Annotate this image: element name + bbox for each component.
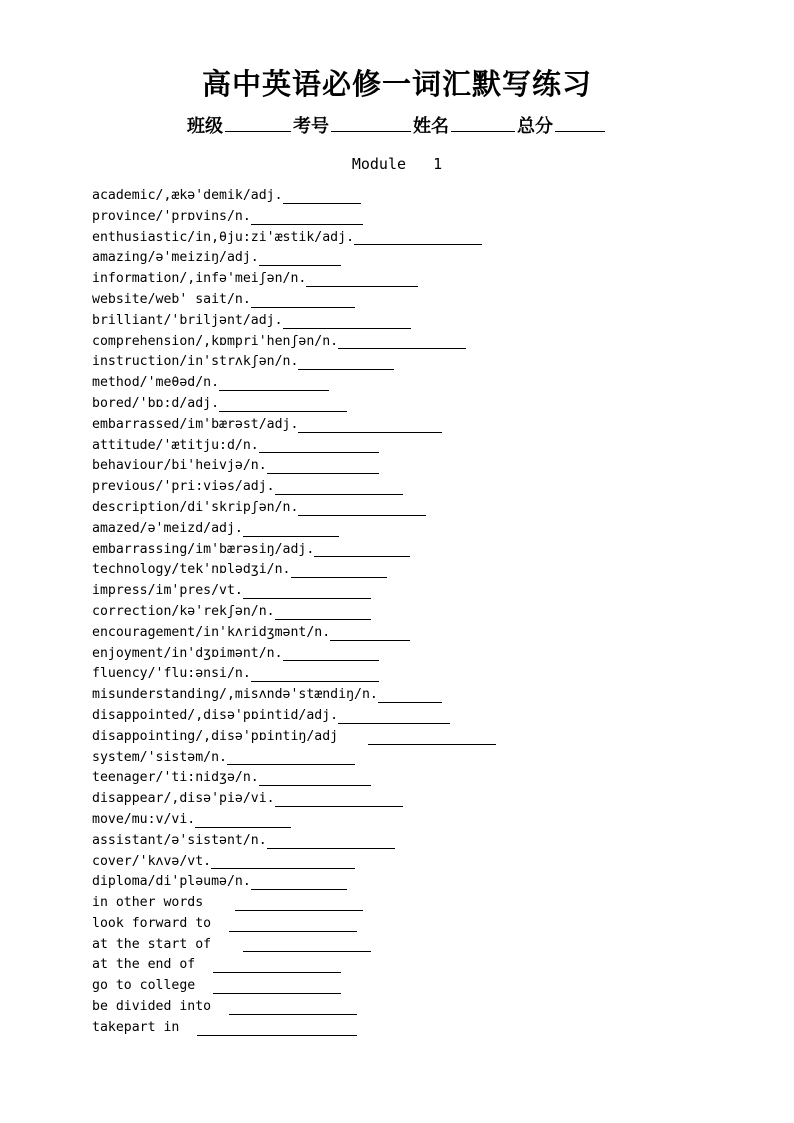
vocab-item	[92, 955, 752, 976]
vocab-term: comprehension/,kɒmpri'henʃən/n.	[92, 333, 339, 349]
vocab-item	[92, 872, 752, 893]
vocab-term: description/di'skripʃən/n.	[92, 499, 299, 515]
vocab-term: previous/'pri:viəs/adj.	[92, 479, 275, 495]
answer-blank[interactable]	[267, 833, 395, 849]
vocab-term: website/web' sait/n.	[92, 291, 251, 307]
vocab-item	[92, 644, 752, 665]
vocab-item	[92, 602, 752, 623]
answer-blank[interactable]	[314, 541, 410, 557]
vocab-item	[92, 477, 752, 498]
vocab-item	[92, 727, 752, 748]
vocab-item	[92, 810, 752, 831]
answer-blank[interactable]	[275, 791, 403, 807]
vocab-item	[92, 415, 752, 436]
vocab-item	[92, 540, 752, 561]
vocab-term: amazing/ə'meiziŋ/adj.	[92, 250, 259, 266]
answer-blank[interactable]	[378, 687, 442, 703]
answer-blank[interactable]	[195, 812, 291, 828]
exam-number-blank[interactable]	[331, 115, 411, 132]
vocab-term: province/'prɒvins/n.	[92, 208, 251, 224]
vocab-item	[92, 269, 752, 290]
vocab-item	[92, 581, 752, 602]
answer-blank[interactable]	[283, 645, 379, 661]
answer-blank[interactable]	[298, 417, 442, 433]
vocab-item	[92, 498, 752, 519]
vocab-term: misunderstanding/,misʌndə'stændiŋ/n.	[92, 687, 378, 703]
vocab-term: enjoyment/in'dʒɒimənt/n.	[92, 645, 283, 661]
vocab-item	[92, 373, 752, 394]
vocab-term: cover/'kʌvə/vt.	[92, 853, 212, 869]
answer-blank[interactable]	[368, 729, 496, 745]
vocab-term: look forward to	[92, 915, 212, 931]
answer-blank[interactable]	[338, 708, 450, 724]
vocab-term: go to college	[92, 978, 196, 994]
vocab-term: in other words	[92, 895, 204, 911]
vocab-term: amazed/ə'meizd/adj.	[92, 520, 243, 536]
vocab-term: academic/,ækə'demik/adj.	[92, 188, 283, 203]
answer-blank[interactable]	[306, 271, 418, 287]
answer-blank[interactable]	[283, 313, 411, 329]
vocab-term: disappointing/,disə'pɒintiŋ/adj	[92, 728, 339, 744]
answer-blank[interactable]	[330, 625, 410, 641]
vocab-term: technology/tek'nɒlədʒi/n.	[92, 562, 291, 578]
vocab-term: assistant/ə'sistənt/n.	[92, 832, 267, 848]
vocab-term: be divided into	[92, 999, 212, 1015]
vocab-term: at the end of	[92, 957, 196, 973]
vocab-term: behaviour/bi'heivjə/n.	[92, 458, 267, 474]
vocab-term: fluency/'flu:ənsi/n.	[92, 666, 251, 682]
answer-blank[interactable]	[291, 562, 387, 578]
vocab-item	[92, 914, 752, 935]
vocab-term: brilliant/'briljənt/adj.	[92, 312, 283, 328]
answer-blank[interactable]	[243, 521, 339, 537]
vocab-term: attitude/'ætitju:d/n.	[92, 437, 259, 453]
vocab-item	[92, 685, 752, 706]
class-blank[interactable]	[225, 115, 291, 132]
answer-blank[interactable]	[259, 250, 341, 266]
vocab-term: move/mu:v/vi.	[92, 811, 196, 827]
vocab-item	[92, 248, 752, 269]
vocab-term: method/'meθəd/n.	[92, 375, 220, 391]
vocab-item	[92, 1018, 752, 1039]
vocab-item	[92, 768, 752, 789]
vocab-term: encouragement/in'kʌridʒmənt/n.	[92, 624, 331, 640]
score-blank[interactable]	[555, 115, 605, 132]
vocab-term: at the start of	[92, 936, 212, 952]
vocab-term: takepart in	[92, 1019, 180, 1035]
vocab-term: diploma/di'pləumə/n.	[92, 874, 251, 890]
answer-blank[interactable]	[197, 1020, 357, 1036]
vocab-item	[92, 436, 752, 457]
vocab-term: bored/'bɒ:d/adj.	[92, 395, 220, 411]
vocab-item	[92, 997, 752, 1018]
exam-number-label: 考号	[293, 116, 329, 137]
answer-blank[interactable]	[298, 354, 394, 370]
answer-blank[interactable]	[338, 333, 466, 349]
vocab-item	[92, 352, 752, 373]
answer-blank[interactable]	[219, 375, 329, 391]
answer-blank[interactable]	[259, 770, 371, 786]
page-title: 高中英语必修一词汇默写练习	[201, 67, 592, 101]
answer-blank[interactable]	[354, 229, 482, 245]
vocab-item	[92, 332, 752, 353]
vocab-term: information/,infə'meiʃən/n.	[92, 271, 307, 287]
answer-blank[interactable]	[283, 188, 361, 204]
answer-blank[interactable]	[275, 479, 403, 495]
answer-blank[interactable]	[243, 583, 371, 599]
vocab-item	[92, 852, 752, 873]
answer-blank[interactable]	[251, 209, 363, 225]
vocab-item	[92, 456, 752, 477]
answer-blank[interactable]	[259, 437, 379, 453]
vocab-item	[92, 789, 752, 810]
vocab-item	[92, 623, 752, 644]
score-label: 总分	[517, 116, 553, 137]
answer-blank[interactable]	[235, 895, 363, 911]
answer-blank[interactable]	[213, 957, 341, 973]
answer-blank[interactable]	[251, 292, 355, 308]
name-label: 姓名	[413, 116, 449, 137]
answer-blank[interactable]	[229, 999, 357, 1015]
module-heading: Module 1	[351, 155, 443, 173]
vocab-term: instruction/in'strʌkʃən/n.	[92, 354, 299, 370]
vocab-item	[92, 560, 752, 581]
student-info-row	[0, 112, 794, 138]
vocab-item	[92, 207, 752, 228]
vocab-item	[92, 935, 752, 956]
answer-blank[interactable]	[229, 916, 357, 932]
name-blank[interactable]	[451, 115, 515, 132]
answer-blank[interactable]	[251, 874, 347, 890]
vocab-item	[92, 311, 752, 332]
answer-blank[interactable]	[251, 666, 379, 682]
vocab-item	[92, 831, 752, 852]
vocab-term: enthusiastic/in,θju:zi'æstik/adj.	[92, 229, 355, 245]
vocab-item	[92, 186, 752, 207]
answer-blank[interactable]	[275, 604, 371, 620]
vocab-term: embarrassing/im'bærəsiŋ/adj.	[92, 541, 315, 557]
answer-blank[interactable]	[213, 978, 341, 994]
answer-blank[interactable]	[243, 936, 371, 952]
vocab-term: disappointed/,disə'pɒintid/adj.	[92, 707, 339, 723]
vocab-term: impress/im'pres/vt.	[92, 583, 243, 599]
vocab-item	[92, 394, 752, 415]
answer-blank[interactable]	[227, 749, 355, 765]
vocab-item	[92, 290, 752, 311]
answer-blank[interactable]	[211, 853, 355, 869]
vocab-item	[92, 228, 752, 249]
answer-blank[interactable]	[267, 458, 379, 474]
vocab-term: system/'sistəm/n.	[92, 749, 227, 765]
vocab-item	[92, 519, 752, 540]
answer-blank[interactable]	[298, 500, 426, 516]
vocab-item	[92, 706, 752, 727]
answer-blank[interactable]	[219, 396, 347, 412]
vocab-term: correction/kə'rekʃən/n.	[92, 603, 275, 619]
vocabulary-list	[92, 186, 752, 1039]
vocab-term: embarrassed/im'bærəst/adj.	[92, 416, 299, 432]
vocab-item	[92, 664, 752, 685]
vocab-item	[92, 976, 752, 997]
vocab-term: disappear/,disə'piə/vi.	[92, 791, 275, 807]
vocab-term: teenager/'ti:nidʒə/n.	[92, 770, 259, 786]
class-label: 班级	[187, 116, 223, 137]
vocab-item	[92, 748, 752, 769]
vocab-item	[92, 893, 752, 914]
